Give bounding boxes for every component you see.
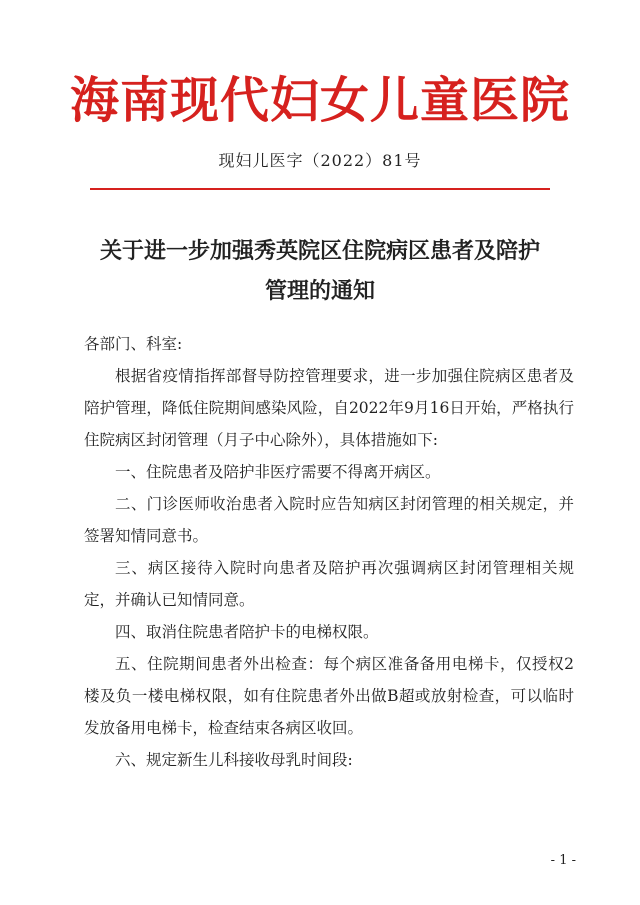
- hospital-masthead: 海南现代妇女儿童医院: [69, 71, 570, 129]
- notice-body: [84, 328, 574, 776]
- page-number: - 1 -: [550, 853, 576, 868]
- notice-title: [60, 231, 580, 311]
- notice-title-line-2: 管理的通知: [264, 278, 375, 304]
- notice-title-line-1: 关于进一步加强秀英院区住院病区患者及陪护: [99, 238, 540, 264]
- intro-paragraph: 根据省疫情指挥部督导防控管理要求，进一步加强住院病区患者及陪护管理，降低住院期间感染风险，自2022年9月16日开始，严格执行住院病区封闭管理（月子中心除外），具体措施如下:: [84, 367, 574, 449]
- salutation: 各部门、科室:: [84, 335, 183, 353]
- measure-item-3: 三、病区接待入院时向患者及陪护再次强调病区封闭管理相关规定，并确认已知情同意。: [84, 559, 574, 609]
- measure-item-2: 二、门诊医师收治患者入院时应告知病区封闭管理的相关规定，并签署知情同意书。: [84, 495, 574, 545]
- red-divider-line: [90, 188, 550, 190]
- measure-item-5: 五、住院期间患者外出检查：每个病区准备备用电梯卡，仅授权2楼及负一楼电梯权限，如有住院患者外出做B超或放射检查，可以临时发放备用电梯卡，检查结束各病区收回。: [84, 655, 574, 737]
- measure-item-4: 四、取消住院患者陪护卡的电梯权限。: [115, 623, 379, 641]
- measure-item-6: 六、规定新生儿科接收母乳时间段:: [115, 751, 353, 769]
- measure-item-1: 一、住院患者及陪护非医疗需要不得离开病区。: [115, 463, 441, 481]
- document-number: 现妇儿医字（2022）81号: [218, 151, 422, 170]
